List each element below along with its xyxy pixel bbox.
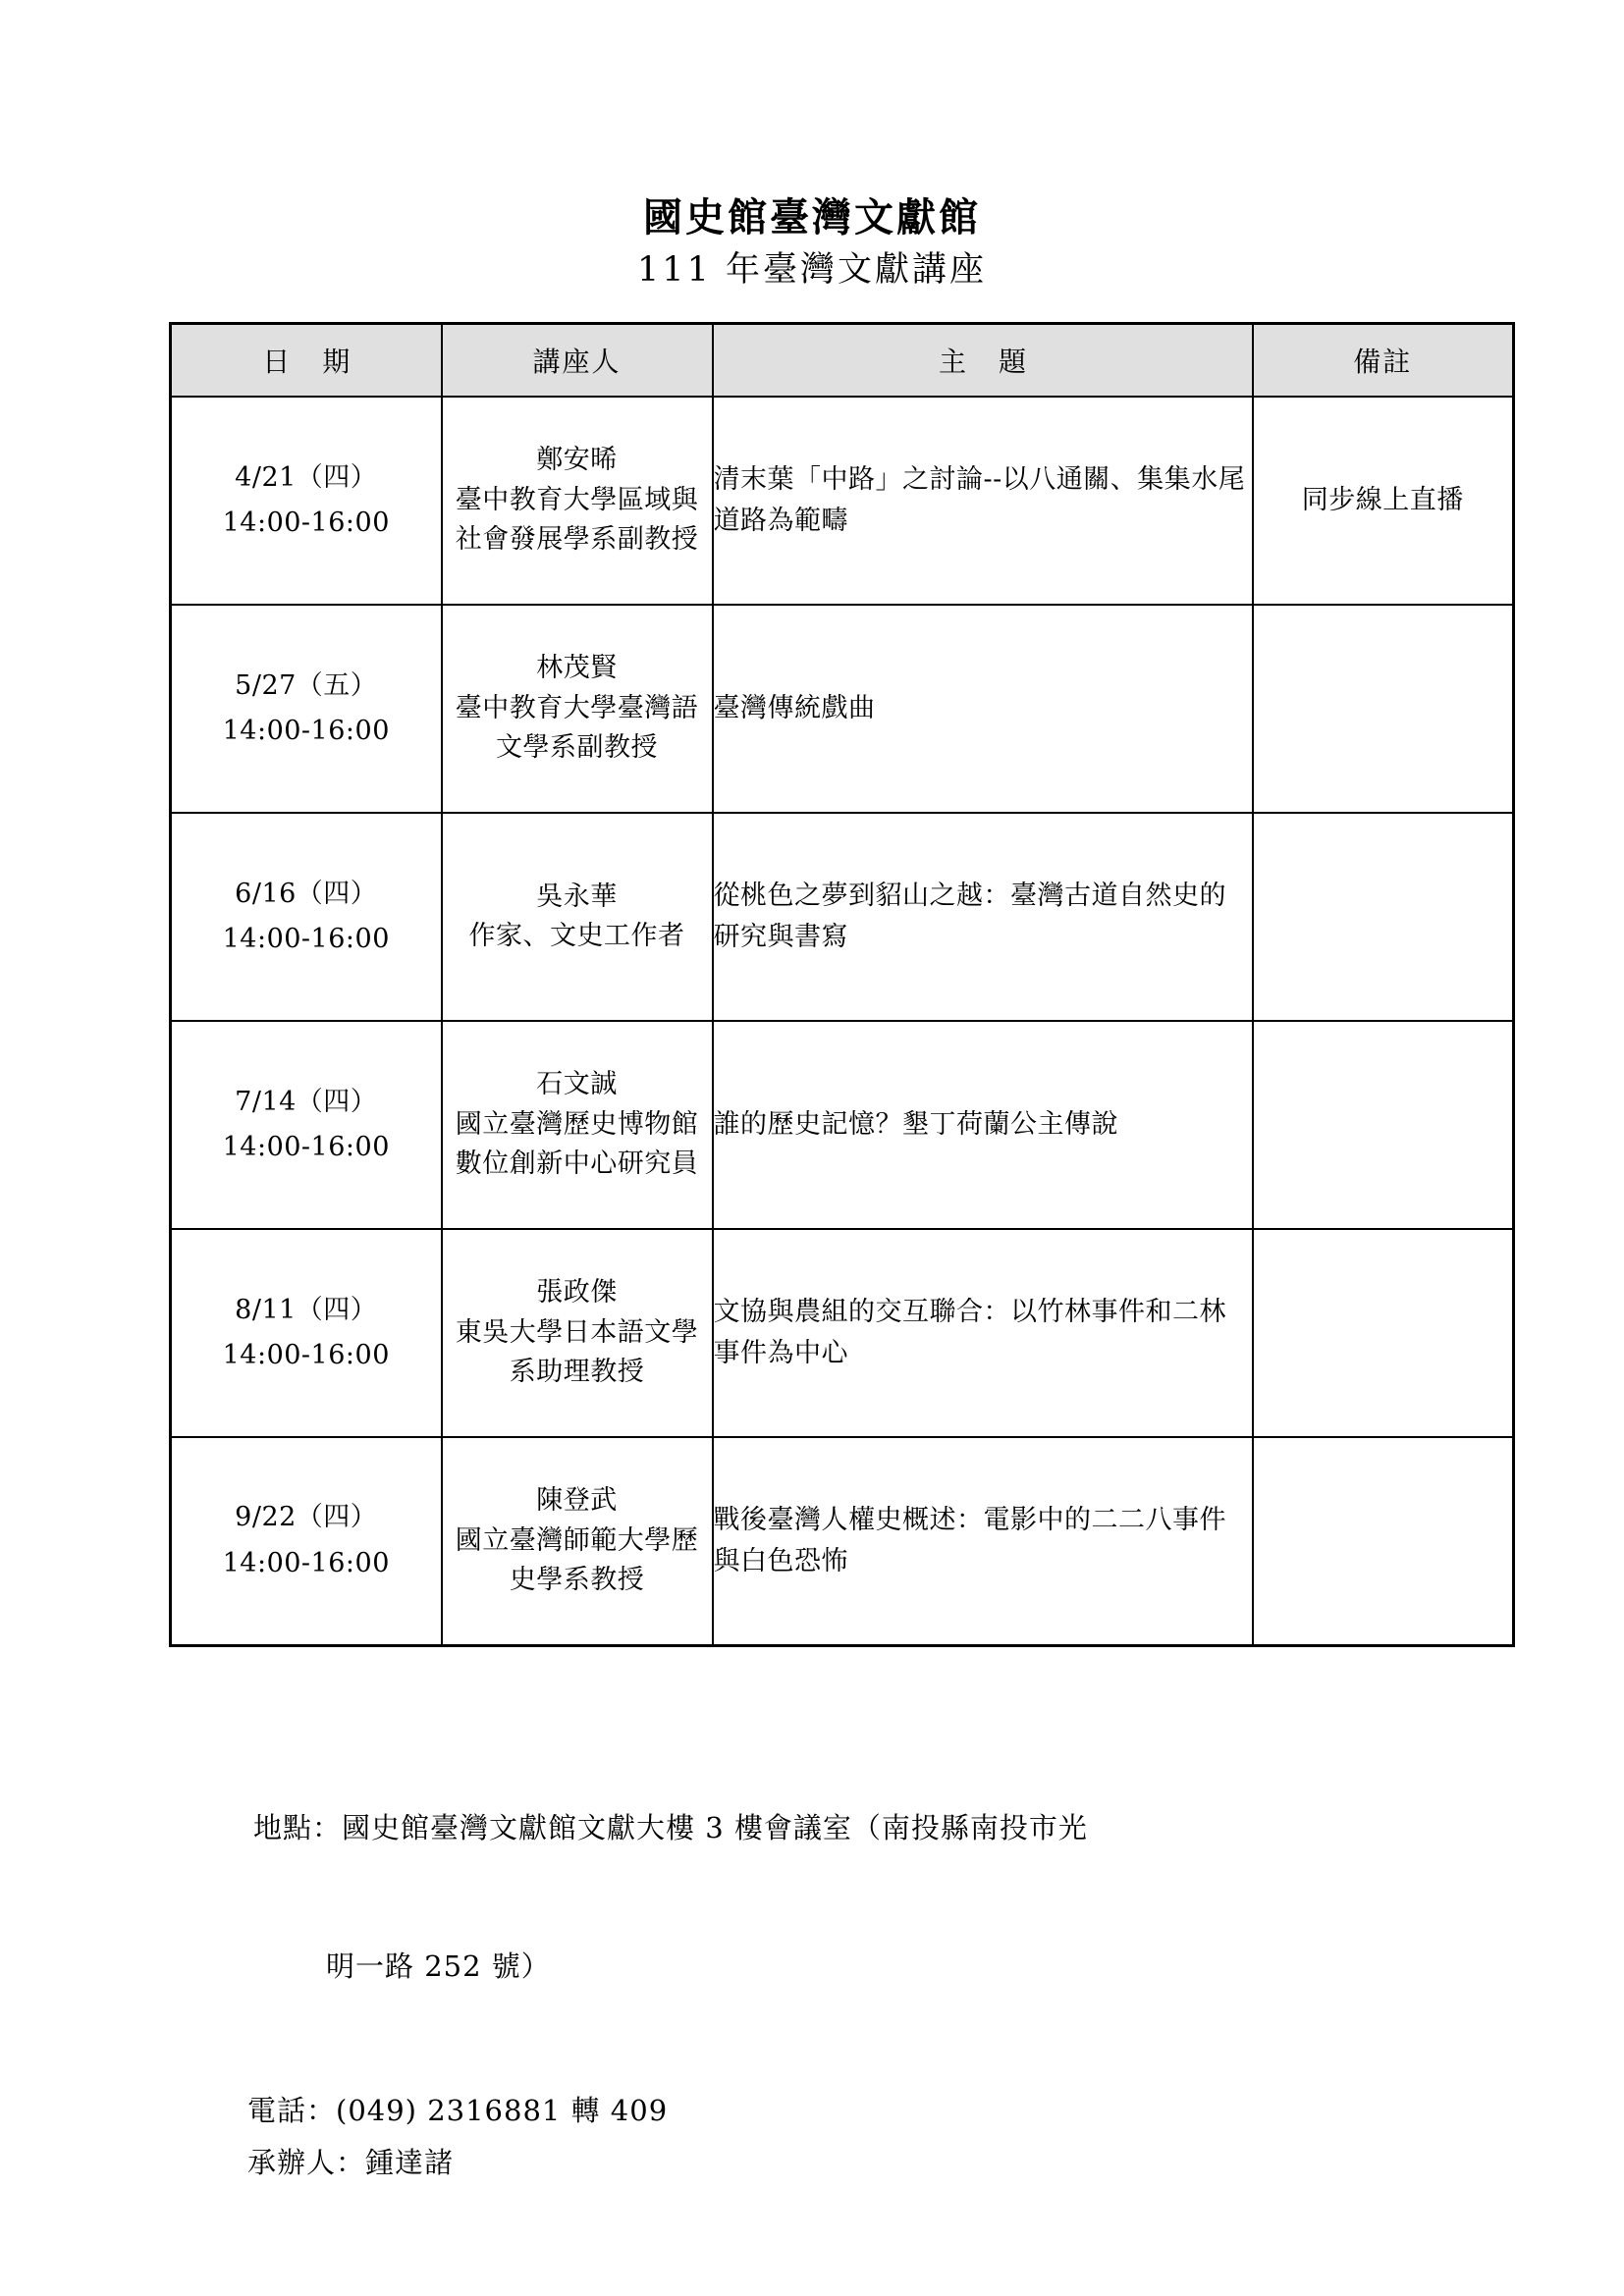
column-header-remark: 備註	[1253, 324, 1514, 398]
date-day: 8/11（四）	[235, 1294, 378, 1325]
date-time: 14:00-16:00	[222, 507, 390, 538]
speaker-affiliation: 東吳大學日本語文學系助理教授	[455, 1316, 699, 1388]
speaker-name: 陳登武	[536, 1485, 618, 1516]
date-day: 6/16（四）	[235, 878, 378, 909]
column-header-topic: 主 題	[713, 324, 1253, 398]
note-venue	[169, 1713, 1504, 2082]
cell-speaker	[442, 1021, 713, 1229]
table-row	[171, 605, 1514, 813]
table-header	[171, 324, 1514, 398]
speaker-affiliation: 臺中教育大學臺灣語文學系副教授	[455, 692, 699, 764]
cell-speaker	[442, 605, 713, 813]
cell-date	[171, 1229, 442, 1437]
cell-date	[171, 1437, 442, 1645]
footer-notes	[169, 1713, 1504, 2192]
speaker-affiliation: 國立臺灣歷史博物館數位創新中心研究員	[455, 1108, 699, 1180]
speaker-affiliation: 臺中教育大學區域與社會發展學系副教授	[455, 484, 699, 556]
column-header-date: 日 期	[171, 324, 442, 398]
note-phone: 電話：(049) 2316881 轉 409	[247, 2093, 669, 2127]
table-row	[171, 397, 1514, 605]
date-time: 14:00-16:00	[222, 1547, 390, 1578]
table-row	[171, 1229, 1514, 1437]
date-time: 14:00-16:00	[222, 1340, 390, 1370]
cell-date	[171, 397, 442, 605]
date-time: 14:00-16:00	[222, 924, 390, 954]
date-day: 5/27（五）	[235, 669, 378, 701]
cell-topic: 戰後臺灣人權史概述：電影中的二二八事件與白色恐怖	[713, 1437, 1253, 1645]
cell-remark	[1253, 605, 1514, 813]
table-row	[171, 1021, 1514, 1229]
speaker-name: 石文誠	[536, 1069, 618, 1100]
speaker-name: 吳永華	[536, 881, 618, 912]
page-subtitle: 111 年臺灣文獻講座	[637, 250, 987, 291]
cell-date	[171, 605, 442, 813]
table-row	[171, 813, 1514, 1021]
cell-topic: 清末葉「中路」之討論--以八通關、集集水尾道路為範疇	[713, 397, 1253, 605]
cell-date	[171, 813, 442, 1021]
speaker-affiliation: 國立臺灣師範大學歷史學系教授	[455, 1524, 699, 1595]
note-venue-line1: 地點：國史館臺灣文獻館文獻大樓 3 樓會議室（南投縣南投市光	[253, 1810, 1088, 1844]
schedule-table	[169, 322, 1515, 1647]
cell-speaker	[442, 1229, 713, 1437]
cell-topic: 臺灣傳統戲曲	[713, 605, 1253, 813]
cell-topic: 文協與農組的交互聯合：以竹林事件和二林事件為中心	[713, 1229, 1253, 1437]
speaker-name: 張政傑	[536, 1277, 618, 1308]
cell-remark	[1253, 1021, 1514, 1229]
date-day: 7/14（四）	[235, 1086, 378, 1117]
page-title: 國史館臺灣文獻館	[643, 194, 981, 240]
cell-remark	[1253, 1229, 1514, 1437]
cell-date	[171, 1021, 442, 1229]
table-body	[171, 397, 1514, 1645]
column-header-speaker: 講座人	[442, 324, 713, 398]
note-contact: 承辦人：鍾達諸	[247, 2145, 455, 2179]
note-venue-line2: 明一路 252 號）	[326, 1949, 551, 1983]
table-row	[171, 1437, 1514, 1645]
table-header-row	[171, 324, 1514, 398]
cell-speaker	[442, 813, 713, 1021]
date-time: 14:00-16:00	[222, 1132, 390, 1162]
speaker-affiliation: 作家、文史工作者	[468, 921, 685, 951]
date-time: 14:00-16:00	[222, 716, 390, 746]
speaker-name: 林茂賢	[536, 653, 618, 684]
cell-speaker	[442, 1437, 713, 1645]
date-day: 4/21（四）	[235, 461, 378, 493]
speaker-name: 鄭安晞	[536, 445, 618, 476]
cell-speaker	[442, 397, 713, 605]
cell-remark	[1253, 1437, 1514, 1645]
schedule-table-container	[169, 322, 1512, 1647]
cell-remark	[1253, 813, 1514, 1021]
cell-topic: 從桃色之夢到貂山之越：臺灣古道自然史的研究與書寫	[713, 813, 1253, 1021]
title-block	[0, 0, 1624, 293]
cell-remark: 同步線上直播	[1253, 397, 1514, 605]
cell-topic: 誰的歷史記憶？墾丁荷蘭公主傳說	[713, 1021, 1253, 1229]
date-day: 9/22（四）	[235, 1502, 378, 1533]
